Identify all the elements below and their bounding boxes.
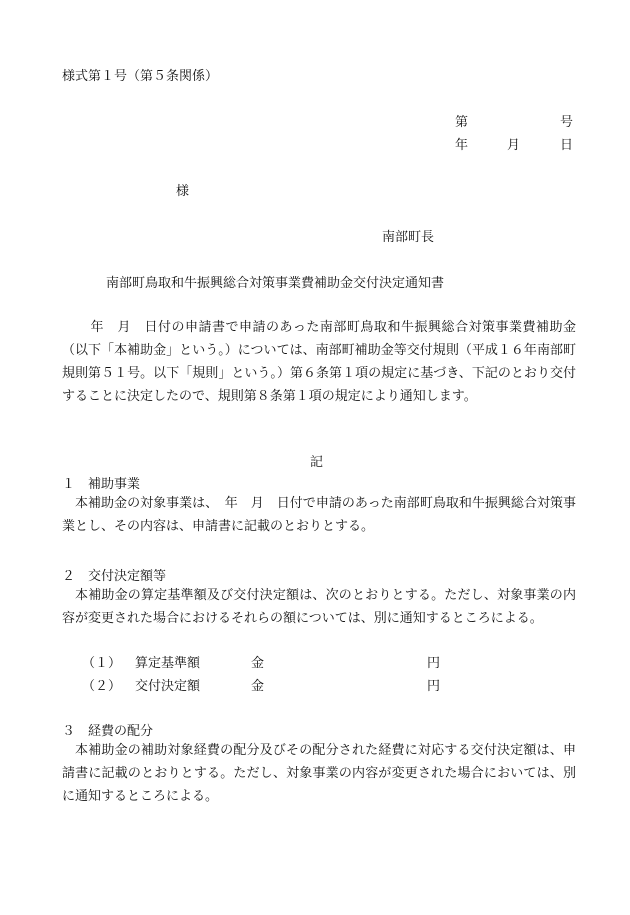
amount-row-yen: 円: [427, 656, 441, 671]
section-1-heading: １ 補助事業: [62, 477, 141, 492]
section-2-text: 本補助金の算定基準額及び交付決定額は、次のとおりとする。ただし、対象事業の内容が変更された場合におけるそれらの額については、別に通知するところによる。: [62, 588, 576, 626]
body-rest: 補助金（以下「本補助金」という。）については、南部町補助金等交付規則（平成１６年南部町規則第５１号。以下「規則」という。）第６条第１項の規定に基づき、下記のとおり交付することに決定したので、規則第８条第１項の規定により通知します。: [62, 320, 576, 404]
doc-number-suffix: 号: [560, 115, 574, 130]
form-label: 様式第１号（第５条関係）: [62, 69, 219, 84]
issuer: 南部町長: [382, 230, 435, 245]
body-paragraph: [62, 316, 576, 408]
document-title: 南部町鳥取和牛振興総合対策事業費補助金交付決定通知書: [106, 276, 445, 291]
section-3-text: 本補助金の補助対象経費の配分及びその配分された経費に対応する交付決定額は、申請書に記載のとおりとする。ただし、対象事業の内容が変更された場合においては、別に通知するところによる。: [62, 743, 576, 804]
date-year: 年: [455, 138, 469, 153]
section-3-heading: ３ 経費の配分: [62, 724, 154, 739]
date-day: 日: [560, 138, 574, 153]
amount-row-yen: 円: [427, 679, 441, 694]
amount-row-number: （２）: [82, 679, 122, 694]
amount-row-label: 交付決定額: [135, 679, 201, 694]
date-month: 月: [507, 138, 521, 153]
amount-row-kin: 金: [251, 656, 265, 671]
amount-row-kin: 金: [251, 679, 265, 694]
section-2-heading: ２ 交付決定額等: [62, 569, 167, 584]
section-1-text: 本補助金の対象事業は、 年 月 日付で申請のあった南部町鳥取和牛振興総合対策事業とし、その内容は、申請書に記載のとおりとする。: [62, 496, 576, 534]
body-lead: 年 月 日付の申請書で申請のあった南部町鳥取和牛振興総合対策事業費: [90, 320, 536, 335]
addressee-suffix: 様: [176, 184, 190, 199]
doc-number-prefix: 第: [455, 115, 469, 130]
ki-mark: 記: [310, 455, 324, 470]
amount-row-number: （１）: [82, 656, 122, 671]
amount-row-label: 算定基準額: [135, 656, 201, 671]
